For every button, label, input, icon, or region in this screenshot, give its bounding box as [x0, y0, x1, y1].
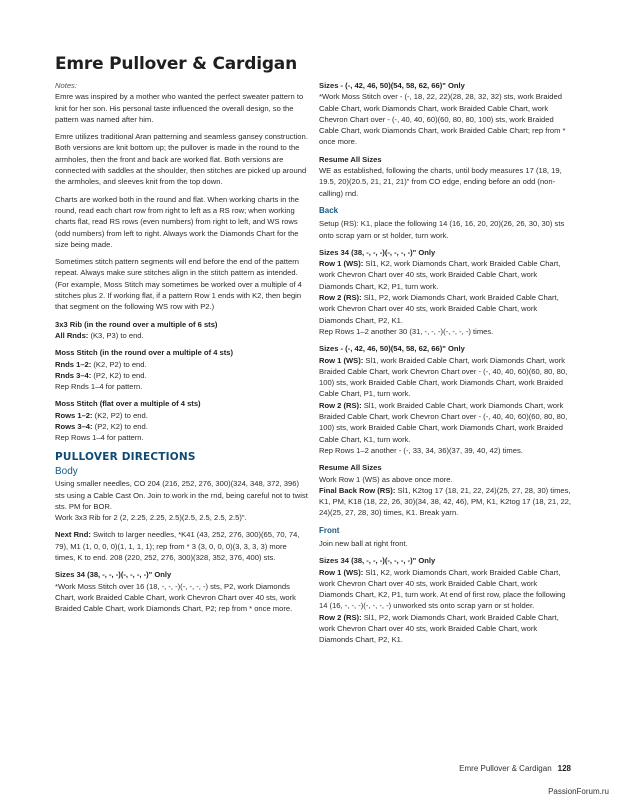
repeat-text: Rep Rows 1–2 another 30 (31, -, -, -)(-, -, -, -) times.	[319, 326, 494, 336]
resume-text: WE as established, following the charts, until body measures 17 (18, 19, 19.5, 20)(20.5, 21, 21, 21)" from CO edge, ending before an odd (non-calling) rnd.	[319, 166, 562, 198]
row-text: (P2, K2) to end.	[92, 422, 148, 432]
row-text: Sl1, P2, work Diamonds Chart, work Braided Cable Chart, work Chevron Chart over 40 sts, work Braided Cable Chart, work Diamonds Chart, P2, K1.	[319, 293, 559, 325]
resume-block-2	[319, 462, 573, 518]
repeat-text: Rep Rnds 1–4 for pattern.	[55, 382, 143, 392]
back-heading: Back	[319, 205, 339, 215]
sizes-heading: Sizes - (-, 42, 46, 50)(54, 58, 62, 66)" Only	[319, 344, 465, 354]
row-label: Row 1 (WS):	[319, 567, 364, 577]
repeat-text: Rep Rows 1–4 for pattern.	[55, 433, 144, 443]
notes-paragraph: Sometimes stitch pattern segments will end before the end of the pattern repeat. Always make sure stitches align in the stitch pattern as intended. (For example, Moss Stitch may sometimes be worked over a multiple of 4 stitches plus 2. If working flat, if a pattern Row 1 ends with K2, then begin that segment on the following WS row with P2.)	[55, 257, 302, 312]
page-number: 128	[557, 764, 571, 773]
notes-paragraph: Emre was inspired by a mother who wanted the perfect sweater pattern to knit for her son. His personal taste influenced the overall design, so the pattern was named after him.	[55, 92, 304, 124]
row-text: Sl1, K2tog 17 (18, 21, 22, 24)(25, 27, 28, 30) times, K1, PM, K18 (18, 22, 26, 30)(34, 38, 42, 46), PM, K1, K2tog 17 (18, 21, 22, 24)(25, 27, 28, 30) times, K1. Break yarn.	[319, 485, 572, 518]
notes-paragraph: Charts are worked both in the round and flat. When working charts in the round, read each chart row from right to left as a RS row; when working charts flat, read RS rows (even numbers) from right to left, and WS rows (odd numbers) from left to right. Always work the Diamonds Chart for the size being made.	[55, 194, 299, 249]
row-label: Rnds 1–2:	[55, 359, 92, 369]
sizes-heading: Sizes 34 (38, -, -, -)(-, -, -, -)" Only	[55, 570, 172, 580]
row-text: Switch to larger needles, *K41 (43, 252, 276, 300)(65, 70, 74, 79), M1 (1, 0, 0, 0)(1, 1, 1, 1); rep from * 3 (3, 0, 0, 0)(3, 3, 3, 3) more times, K to end. 208 (220, 252, 276, 300)(328, 352, 376, 400) sts.	[55, 530, 300, 562]
row-label: Rows 1–2:	[55, 410, 93, 420]
footer-title: Emre Pullover & Cardigan	[459, 764, 552, 773]
row-label: Rnds 3–4:	[55, 370, 92, 380]
notes-paragraph: Emre utilizes traditional Aran patterning and seamless gansey construction. Both versions are knit bottom up; the pullover is made in the round to the armholes, then the front and back are worked flat. Both versions are connected with saddles at the shoulder, then stitches are picked up around the armholes, and sleeves knit from the top down.	[55, 132, 308, 187]
rib-row-label: All Rnds:	[55, 330, 89, 340]
left-column	[55, 80, 308, 620]
sizes-text: *Work Moss Stitch over - (-, 18, 22, 22)(28, 28, 32, 32) sts, work Braided Cable Chart, work Diamonds Chart, work Braided Cable Chart, work Chevron Chart over - (-, 40, 40, 60)(60, 80, 80, 100) sts, work Braided Cable Chart, work Diamonds Chart, work Braided Cable Chart; rep from * once more.	[319, 92, 566, 147]
front-text: Join new ball at right front.	[319, 538, 408, 548]
row-text: (K2, P2) to end.	[92, 410, 148, 420]
row-label: Row 2 (RS):	[319, 400, 362, 410]
sizes-block	[55, 569, 308, 614]
back-sizes42-block	[319, 343, 573, 456]
right-column	[319, 80, 573, 652]
row-text: Sl1, K2, work Diamonds Chart, work Braided Cable Chart, work Chevron Chart over 40 sts, work Braided Cable Chart, work Diamonds Chart, K2, P1, turn work.	[319, 259, 561, 291]
resume-heading: Resume All Sizes	[319, 463, 382, 473]
row-label: Row 1 (WS):	[319, 259, 364, 269]
front-heading: Front	[319, 525, 340, 535]
moss-round-block	[55, 347, 308, 392]
back-setup-text: Setup (RS): K1, place the following 14 (16, 16, 20, 20)(26, 26, 30, 30) sts onto scrap yarn or st holder, turn work.	[319, 219, 565, 240]
body-text	[55, 478, 308, 523]
row-text: (K2, P2) to end.	[91, 359, 147, 369]
watermark: PassionForum.ru	[548, 787, 609, 796]
row-text: Sl1, work Braided Cable Chart, work Diamonds Chart, work Braided Cable Chart, work Chevron Chart over - (-, 40, 40, 60)(60, 80, 80, 100) sts, work Braided Cable Chart, work Diamonds Chart, work Braided Cable Chart, P1, turn work.	[319, 355, 568, 399]
repeat-text: Rep Rows 1–2 another - (-, 33, 34, 36)(37, 39, 40, 42) times.	[319, 445, 523, 455]
row-text: Sl1, P2, work Diamonds Chart, work Braided Cable Chart, work Chevron Chart over 40 sts, work Braided Cable Chart, work Diamonds Chart, P2, K1.	[319, 612, 559, 645]
row-text: Sl1, work Braided Cable Chart, work Diamonds Chart, work Braided Cable Chart, work Chevron Chart over - (-, 40, 40, 60)(60, 80, 80, 100) sts, work Braided Cable Chart, work Diamonds Chart, work Braided Cable Chart, K1, turn work.	[319, 400, 568, 444]
resume-text: Work Row 1 (WS) as above once more.	[319, 474, 453, 484]
subsection-heading: Body	[55, 465, 78, 477]
section-heading: PULLOVER DIRECTIONS	[55, 450, 196, 463]
rib-block	[55, 319, 308, 342]
sizes-heading: Sizes 34 (38, -, -, -)(-, -, -, -)" Only	[319, 247, 436, 257]
row-text: (P2, K2) to end.	[91, 370, 147, 380]
body-paragraph: Using smaller needles, CO 204 (216, 252, 276, 300)(324, 348, 372, 396) sts using a Cable Cast On. Join to work in the rnd, being careful not to twist sts. PM for BOR.	[55, 479, 308, 511]
notes-label: Notes:	[55, 81, 77, 90]
sizes-heading: Sizes 34 (38, -, -, -)(-, -, -, -)" Only	[319, 556, 436, 566]
sizes-block	[319, 80, 573, 148]
moss-flat-block	[55, 398, 308, 443]
row-label: Row 1 (WS):	[319, 355, 364, 365]
row-label: Row 2 (RS):	[319, 612, 362, 622]
moss-round-heading: Moss Stitch (in the round over a multiple of 4 sts)	[55, 348, 234, 358]
front-sizes34-block	[319, 555, 573, 645]
rib-heading: 3x3 Rib (in the round over a multiple of 6 sts)	[55, 319, 218, 329]
row-label: Final Back Row (RS):	[319, 485, 396, 495]
row-label: Rows 3–4:	[55, 422, 93, 432]
body-paragraph: Work 3x3 Rib for 2 (2, 2.25, 2.25, 2.5)(2.5, 2.5, 2.5, 2.5)".	[55, 513, 247, 523]
rib-row-text: (K3, P3) to end.	[88, 330, 144, 340]
sizes-text: *Work Moss Stitch over 16 (18, -, -, -)(-, -, -, -) sts, P2, work Diamonds Chart, work Braided Cable Chart, work Chevron Chart over 40 sts, work Braided Cable Chart, work Diamonds Chart, P2; rep from * once more.	[55, 581, 296, 614]
next-round-paragraph	[55, 529, 308, 563]
moss-flat-heading: Moss Stitch (flat over a multiple of 4 sts)	[55, 399, 201, 409]
page-title: Emre Pullover & Cardigan	[55, 54, 297, 74]
row-label: Next Rnd:	[55, 530, 91, 540]
row-text: Sl1, K2, work Diamonds Chart, work Braided Cable Chart, work Chevron Chart over 40 sts, work Braided Cable Chart, work Diamonds Chart, K2, P1, turn work. At end of first row, place the following 14 (16, -, -, -)(-, -, -, -) unworked sts onto scrap yarn or st holder.	[319, 567, 566, 611]
resume-heading: Resume All Sizes	[319, 154, 382, 164]
page-footer	[459, 764, 571, 773]
row-label: Row 2 (RS):	[319, 293, 362, 303]
resume-block	[319, 154, 573, 199]
back-sizes34-block	[319, 247, 573, 337]
sizes-heading: Sizes - (-, 42, 46, 50)(54, 58, 62, 66)" Only	[319, 81, 465, 90]
